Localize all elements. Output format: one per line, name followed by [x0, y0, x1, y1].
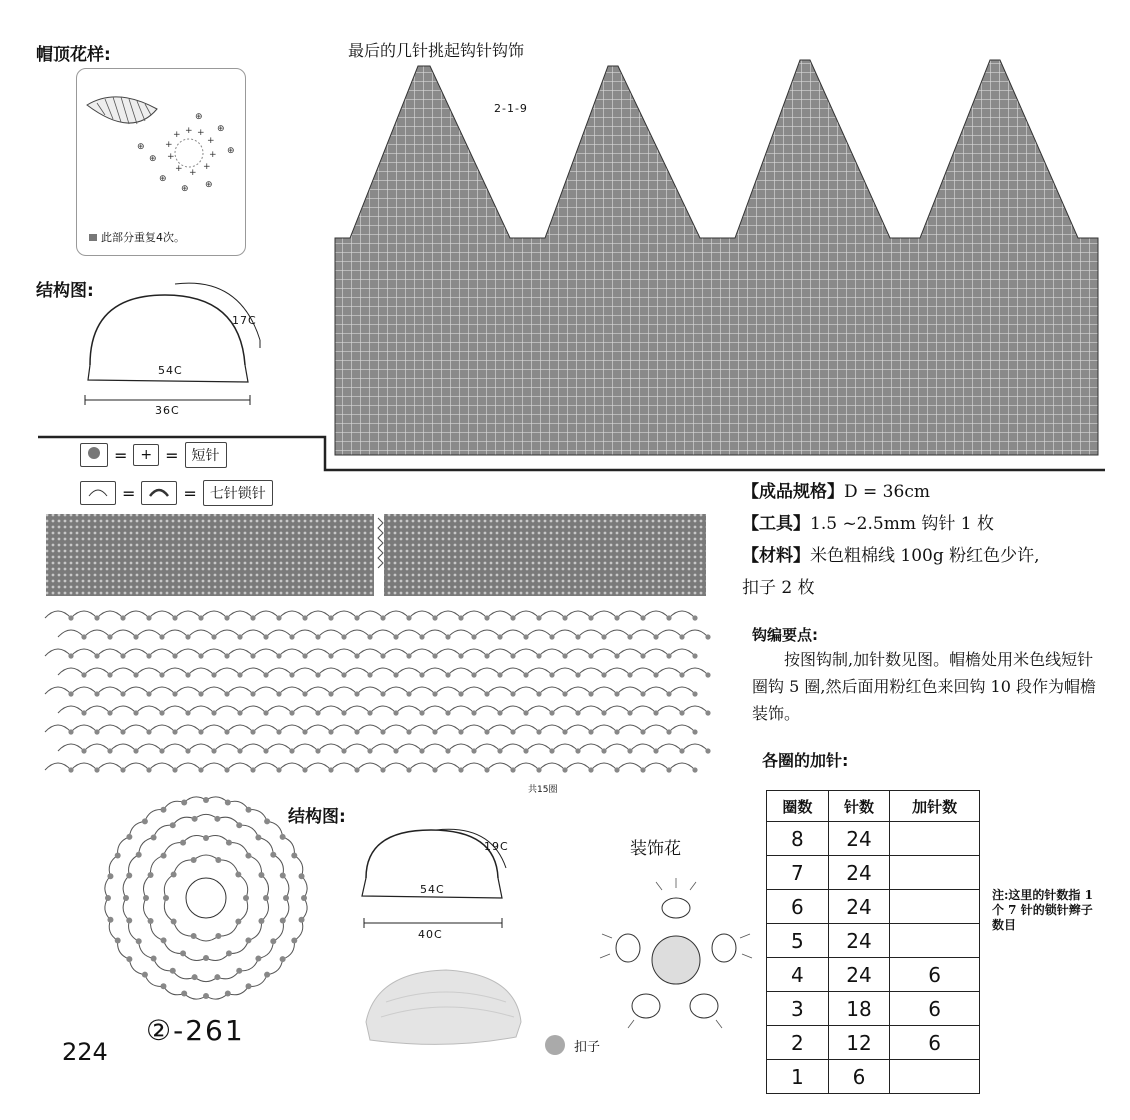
svg-text:⊕: ⊕ — [195, 112, 203, 122]
circumference-label-bottom: 54C — [420, 883, 445, 896]
svg-text:+: + — [173, 130, 181, 140]
table-note: 注:这里的针数指 1 个 7 针的锁针辫子数目 — [992, 888, 1093, 932]
cell-increase — [890, 822, 980, 856]
material-value-2: 扣子 2 枚 — [742, 578, 815, 598]
cell-stitches: 24 — [828, 856, 890, 890]
legend-row-ch — [80, 480, 273, 506]
legend-arc-icon — [80, 481, 116, 505]
tool-value: 1.5 ~2.5mm 钩针 1 枚 — [810, 514, 994, 534]
crochet-grid-chart — [0, 0, 1130, 480]
cell-round: 1 — [767, 1060, 829, 1094]
decor-title: 装饰花 — [630, 839, 681, 859]
increase-table-title: 各圈的加针: — [762, 751, 849, 770]
page-number: 224 — [62, 1038, 108, 1066]
cell-round: 8 — [767, 822, 829, 856]
width-label-top: 36C — [155, 404, 180, 417]
row-count-label: 共15圈 — [528, 785, 558, 795]
svg-text:+: + — [209, 150, 217, 160]
legend-eq: = — [165, 445, 179, 465]
header-round: 圈数 — [767, 791, 829, 822]
cell-stitches: 18 — [828, 992, 890, 1026]
width-label-bottom: 40C — [418, 928, 443, 941]
structure-title-bottom: 结构图: — [288, 807, 346, 827]
table-row — [767, 856, 980, 890]
material-value: 米色粗棉线 100g 粉红色少许, — [810, 546, 1040, 566]
size-label: 【成品规格】 — [742, 482, 844, 502]
cell-stitches: 24 — [828, 958, 890, 992]
cell-round: 4 — [767, 958, 829, 992]
svg-text:+: + — [203, 162, 211, 172]
hat-structure-diagram-bottom — [356, 828, 556, 948]
table-row — [767, 1060, 980, 1094]
depth-label-bottom: 19C — [484, 840, 509, 853]
cell-round: 5 — [767, 924, 829, 958]
cell-round: 6 — [767, 890, 829, 924]
increase-table — [766, 790, 980, 1094]
pattern-id: ②-261 — [146, 1014, 245, 1047]
cell-round: 2 — [767, 1026, 829, 1060]
top-pattern-title: 帽顶花样: — [36, 45, 111, 65]
cell-increase — [890, 924, 980, 958]
button-icon — [544, 1034, 566, 1056]
svg-text:⊕: ⊕ — [159, 174, 167, 184]
legend-dot-icon — [80, 443, 108, 467]
button-label: 扣子 — [574, 1040, 601, 1055]
legend-row-sc — [80, 442, 227, 468]
svg-text:⊕: ⊕ — [205, 180, 213, 190]
tool-label: 【工具】 — [742, 514, 810, 534]
svg-text:+: + — [175, 164, 183, 174]
cell-stitches: 6 — [828, 1060, 890, 1094]
hat-photo — [356, 962, 526, 1052]
svg-text:+: + — [189, 168, 197, 178]
structure-title-top: 结构图: — [36, 281, 94, 301]
cell-stitches: 12 — [828, 1026, 890, 1060]
svg-text:⊕: ⊕ — [227, 146, 235, 156]
cell-round: 7 — [767, 856, 829, 890]
specs-block — [742, 476, 1122, 604]
svg-text:⊕: ⊕ — [137, 142, 145, 152]
svg-text:+: + — [197, 128, 205, 138]
legend-sc-label: 短针 — [185, 442, 227, 468]
cell-increase — [890, 856, 980, 890]
legend-plus-icon: + — [133, 444, 159, 466]
legend-eq: = — [114, 445, 128, 465]
svg-text:+: + — [167, 152, 175, 162]
svg-text:⊕: ⊕ — [217, 124, 225, 134]
material-label: 【材料】 — [742, 546, 810, 566]
chart-code: 2-1-9 — [494, 102, 528, 115]
round-crown-diagram — [96, 788, 316, 1008]
svg-text:+: + — [165, 140, 173, 150]
legend-ch-label: 七针锁针 — [203, 480, 273, 506]
header-stitches: 针数 — [828, 791, 890, 822]
table-row — [767, 992, 980, 1026]
table-row — [767, 822, 980, 856]
table-row — [767, 890, 980, 924]
repeat-note: 此部分重复4次。 — [101, 231, 185, 244]
depth-label-top: 17C — [232, 314, 257, 327]
circumference-label-top: 54C — [158, 364, 183, 377]
legend-arc-bold-icon — [141, 481, 177, 505]
decor-flower-diagram — [576, 860, 766, 1030]
cell-stitches: 24 — [828, 890, 890, 924]
cell-increase: 6 — [890, 1026, 980, 1060]
brim-chart — [44, 512, 714, 792]
size-value: D = 36cm — [844, 482, 930, 502]
svg-text:+: + — [207, 136, 215, 146]
cell-round: 3 — [767, 992, 829, 1026]
chart-caption: 最后的几针挑起钩针钩饰 — [348, 41, 525, 60]
legend-eq: = — [122, 483, 136, 503]
cell-increase: 6 — [890, 958, 980, 992]
method-body: 按图钩制,加针数见图。帽檐处用米色线短针圈钩 5 圈,然后面用粉红色来回钩 10 段作为帽檐装饰。 — [752, 650, 1096, 723]
table-row — [767, 924, 980, 958]
svg-text:⊕: ⊕ — [149, 154, 157, 164]
cell-stitches: 24 — [828, 924, 890, 958]
table-row — [767, 1026, 980, 1060]
svg-text:+: + — [185, 126, 193, 136]
cell-increase: 6 — [890, 992, 980, 1026]
header-increase: 加针数 — [890, 791, 980, 822]
method-title: 钩编要点: — [752, 626, 818, 644]
legend-eq: = — [183, 483, 197, 503]
svg-text:⊕: ⊕ — [181, 184, 189, 194]
table-row — [767, 958, 980, 992]
cell-increase — [890, 890, 980, 924]
cell-stitches: 24 — [828, 822, 890, 856]
cell-increase — [890, 1060, 980, 1094]
